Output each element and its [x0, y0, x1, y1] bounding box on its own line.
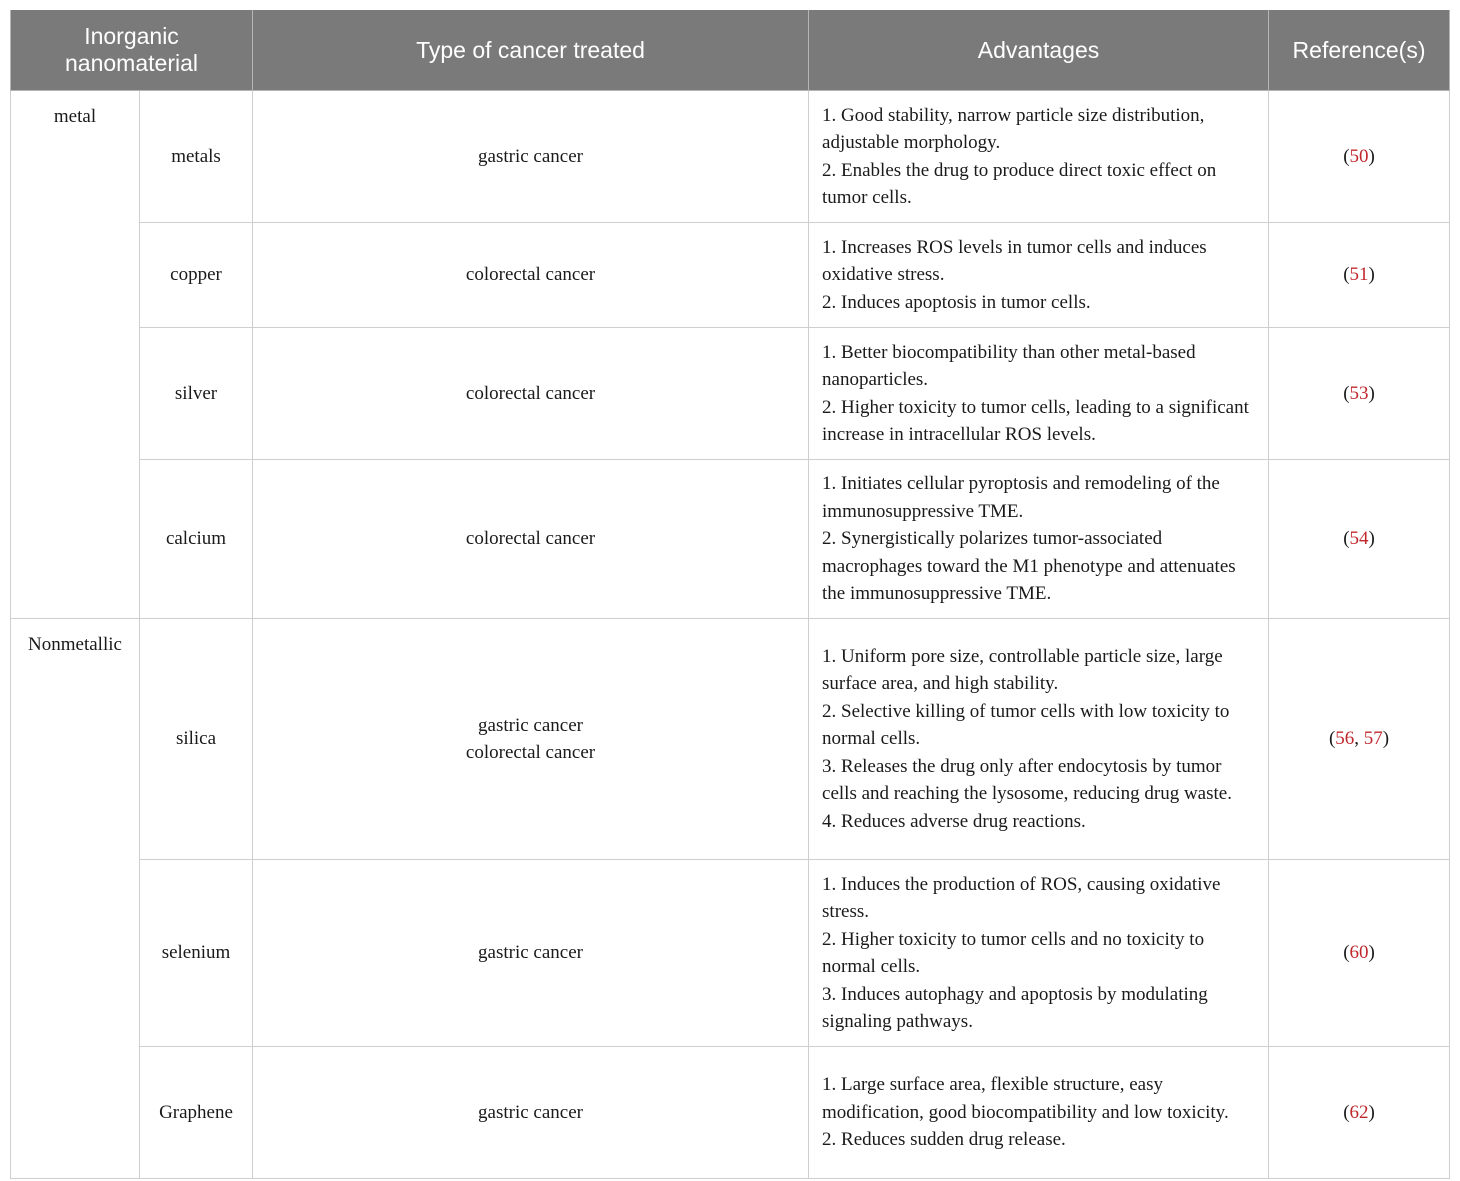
advantages-cell	[809, 91, 1269, 223]
cancer-type: gastric cancer	[478, 942, 583, 964]
advantage-item: 3. Releases the drug only after endocytosis by tumor cells and reaching the lysosome, reducing drug waste.	[822, 755, 1232, 805]
cancer-cell	[253, 223, 809, 328]
material-cell: Graphene	[140, 1047, 253, 1179]
advantage-item: 2. Reduces sudden drug release.	[822, 1129, 1066, 1151]
advantage-item: 2. Selective killing of tumor cells with low toxicity to normal cells.	[822, 700, 1230, 750]
header-inorganic-nanomaterial: Inorganic nanomaterial	[11, 10, 253, 91]
cancer-cell	[253, 860, 809, 1047]
advantage-item: 1. Good stability, narrow particle size distribution, adjustable morphology.	[822, 104, 1205, 153]
cancer-type: colorectal cancer	[465, 528, 596, 550]
reference-link[interactable]: 50	[1349, 145, 1369, 167]
advantage-item: 1. Induces the production of ROS, causing oxidative stress.	[822, 873, 1221, 922]
material-cell: calcium	[140, 460, 253, 619]
cancer-cell	[253, 1047, 809, 1179]
advantage-item: 4. Reduces adverse drug reactions.	[822, 810, 1086, 832]
reference-cell: (56, 57)	[1269, 619, 1450, 860]
header-cancer-type: Type of cancer treated	[253, 10, 809, 91]
header-advantages: Advantages	[809, 10, 1269, 91]
cancer-type: gastric cancer	[478, 145, 583, 167]
reference-cell: (60)	[1269, 860, 1450, 1047]
material-cell: metals	[140, 91, 253, 223]
advantages-cell	[809, 1047, 1269, 1179]
advantage-item: 2. Synergistically polarizes tumor-associated macrophages toward the M1 phenotype and attenuates the immunosuppressive TME.	[822, 528, 1236, 605]
advantage-item: 2. Higher toxicity to tumor cells, leading to a significant increase in intracellular ROS levels.	[822, 396, 1249, 445]
reference-link[interactable]: 57	[1363, 728, 1383, 750]
reference-link[interactable]: 56	[1335, 728, 1355, 750]
reference-cell: (51)	[1269, 223, 1450, 328]
advantage-item: 2. Enables the drug to produce direct toxic effect on tumor cells.	[822, 159, 1217, 208]
cancer-cell	[253, 328, 809, 460]
cancer-type: gastric cancer	[478, 714, 583, 736]
table-row	[11, 619, 1450, 860]
reference-cell: (53)	[1269, 328, 1450, 460]
reference-link[interactable]: 54	[1349, 528, 1369, 550]
group-label-nonmetallic: Nonmetallic	[11, 619, 140, 1179]
cancer-cell	[253, 460, 809, 619]
advantages-cell	[809, 860, 1269, 1047]
cancer-type: colorectal cancer	[465, 264, 596, 286]
advantage-item: 1. Increases ROS levels in tumor cells and induces oxidative stress.	[822, 236, 1207, 286]
advantage-item: 3. Induces autophagy and apoptosis by modulating signaling pathways.	[822, 983, 1208, 1032]
cancer-type: colorectal cancer	[465, 382, 596, 404]
table-row	[11, 460, 1450, 619]
reference-link[interactable]: 53	[1349, 382, 1369, 404]
reference-link[interactable]: 60	[1349, 942, 1369, 964]
cancer-type: colorectal cancer	[465, 742, 596, 763]
reference-link[interactable]: 51	[1349, 264, 1369, 286]
advantages-cell	[809, 619, 1269, 860]
material-cell: selenium	[140, 860, 253, 1047]
material-cell: copper	[140, 223, 253, 328]
material-cell: silver	[140, 328, 253, 460]
advantage-item: 2. Higher toxicity to tumor cells and no toxicity to normal cells.	[822, 928, 1205, 977]
advantages-cell	[809, 460, 1269, 619]
advantage-item: 1. Uniform pore size, controllable particle size, large surface area, and high stability.	[822, 645, 1223, 695]
advantage-item: 1. Initiates cellular pyroptosis and remodeling of the immunosuppressive TME.	[822, 473, 1220, 522]
advantage-item: 2. Induces apoptosis in tumor cells.	[822, 291, 1091, 313]
table-row	[11, 91, 1450, 223]
reference-cell: (54)	[1269, 460, 1450, 619]
nanomaterial-table	[10, 10, 1450, 1179]
table-row	[11, 223, 1450, 328]
reference-cell: (62)	[1269, 1047, 1450, 1179]
cancer-cell	[253, 91, 809, 223]
table-row	[11, 328, 1450, 460]
header-references: Reference(s)	[1269, 10, 1450, 91]
reference-link[interactable]: 62	[1349, 1101, 1369, 1123]
advantage-item: 1. Large surface area, flexible structure, easy modification, good biocompatibility and low toxicity.	[822, 1074, 1229, 1123]
group-label-metal: metal	[11, 91, 140, 619]
cancer-cell	[253, 619, 809, 860]
table-row	[11, 1047, 1450, 1179]
header-row	[11, 10, 1450, 91]
advantage-item: 1. Better biocompatibility than other metal-based nanoparticles.	[822, 341, 1196, 390]
reference-cell: (50)	[1269, 91, 1450, 223]
cancer-type: gastric cancer	[478, 1101, 583, 1123]
advantages-cell	[809, 223, 1269, 328]
material-cell: silica	[140, 619, 253, 860]
table-row	[11, 860, 1450, 1047]
advantages-cell	[809, 328, 1269, 460]
